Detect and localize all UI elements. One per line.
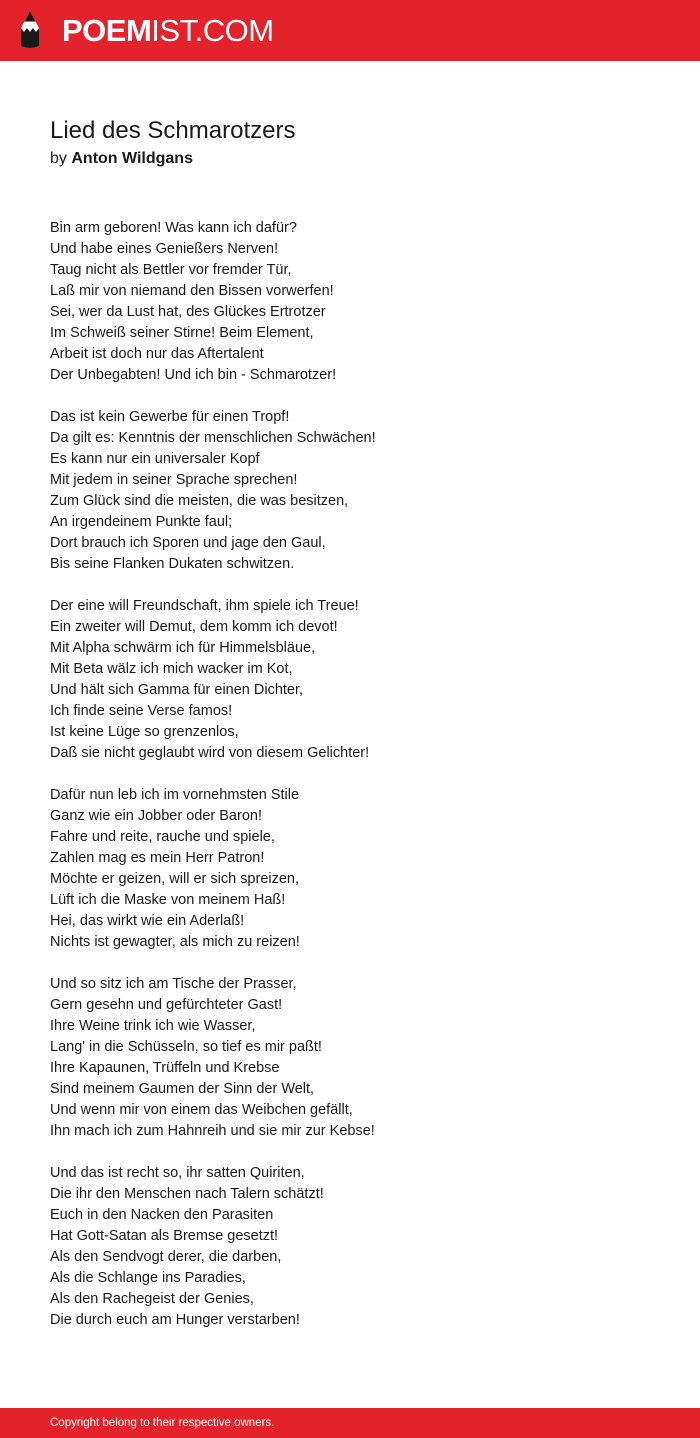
poem-line: Es kann nur ein universaler Kopf bbox=[50, 451, 260, 467]
poem-line: Lüft ich die Maske von meinem Haß! bbox=[50, 892, 286, 908]
poem-line: Ist keine Lüge so grenzenlos, bbox=[50, 724, 239, 740]
author-name: Anton Wildgans bbox=[71, 150, 193, 167]
copyright-notice: Copyright belong to their respective owners. bbox=[50, 1417, 275, 1429]
poem-line: Taug nicht als Bettler vor fremder Tür, bbox=[50, 262, 292, 278]
poem-line: Nichts ist gewagter, als mich zu reizen! bbox=[50, 934, 300, 950]
poem-line: Euch in den Nacken den Parasiten bbox=[50, 1207, 274, 1223]
poem-line: Sei, wer da Lust hat, des Glückes Ertrotzer bbox=[50, 304, 326, 320]
poem-line: Und das ist recht so, ihr satten Quiriten, bbox=[50, 1165, 305, 1181]
stanza bbox=[50, 407, 670, 575]
poem-line: Hat Gott-Satan als Bremse gesetzt! bbox=[50, 1228, 279, 1244]
pencil-tip-icon[interactable] bbox=[18, 10, 42, 50]
poem-line: An irgendeinem Punkte faul; bbox=[50, 514, 233, 530]
poem-line: Der Unbegabten! Und ich bin - Schmarotzer! bbox=[50, 367, 337, 383]
stanza bbox=[50, 1163, 670, 1331]
poem-title: Lied des Schmarotzers bbox=[50, 117, 296, 144]
poem-line: Dort brauch ich Sporen und jage den Gaul, bbox=[50, 535, 326, 551]
poem-line: Sind meinem Gaumen der Sinn der Welt, bbox=[50, 1081, 315, 1097]
poem-body bbox=[50, 218, 670, 1352]
poem-line: Der eine will Freundschaft, ihm spiele ich Treue! bbox=[50, 598, 359, 614]
poem-line: Mit jedem in seiner Sprache sprechen! bbox=[50, 472, 298, 488]
site-header bbox=[0, 0, 700, 61]
poem-line: Lang' in die Schüsseln, so tief es mir paßt! bbox=[50, 1039, 322, 1055]
poem-line: Arbeit ist doch nur das Aftertalent bbox=[50, 346, 264, 362]
by-label: by bbox=[50, 150, 67, 167]
poem-line: Die durch euch am Hunger verstarben! bbox=[50, 1312, 300, 1328]
poem-line: Dafür nun leb ich im vornehmsten Stile bbox=[50, 787, 300, 803]
poem-line: Ein zweiter will Demut, dem komm ich devot! bbox=[50, 619, 338, 635]
stanza bbox=[50, 218, 670, 386]
poem-line: Bin arm geboren! Was kann ich dafür? bbox=[50, 220, 297, 236]
byline bbox=[50, 148, 193, 170]
poem-line: Laß mir von niemand den Bissen vorwerfen! bbox=[50, 283, 334, 299]
site-logo[interactable] bbox=[62, 13, 274, 49]
poem-line: Ihre Kapaunen, Trüffeln und Krebse bbox=[50, 1060, 280, 1076]
poem-line: Daß sie nicht geglaubt wird von diesem Gelichter! bbox=[50, 745, 370, 761]
poem-line: Möchte er geizen, will er sich spreizen, bbox=[50, 871, 300, 887]
poem-line: Ihn mach ich zum Hahnreih und sie mir zur Kebse! bbox=[50, 1123, 375, 1139]
stanza bbox=[50, 596, 670, 764]
stanza bbox=[50, 974, 670, 1142]
logo-text-light: IST.COM bbox=[151, 13, 274, 48]
poem-line: Als den Rachegeist der Genies, bbox=[50, 1291, 254, 1307]
poem-line: Als den Sendvogt derer, die darben, bbox=[50, 1249, 282, 1265]
poem-line: Ich finde seine Verse famos! bbox=[50, 703, 233, 719]
poem-line: Da gilt es: Kenntnis der menschlichen Schwächen! bbox=[50, 430, 376, 446]
poem-line: Und wenn mir von einem das Weibchen gefällt, bbox=[50, 1102, 353, 1118]
poem-line: Ganz wie ein Jobber oder Baron! bbox=[50, 808, 262, 824]
poem-line: Ihre Weine trink ich wie Wasser, bbox=[50, 1018, 256, 1034]
poem-line: Als die Schlange ins Paradies, bbox=[50, 1270, 246, 1286]
poem-line: Die ihr den Menschen nach Talern schätzt! bbox=[50, 1186, 324, 1202]
poem-line: Das ist kein Gewerbe für einen Tropf! bbox=[50, 409, 290, 425]
poem-line: Gern gesehn und gefürchteter Gast! bbox=[50, 997, 283, 1013]
poem-line: Fahre und reite, rauche und spiele, bbox=[50, 829, 275, 845]
poem-line: Und hält sich Gamma für einen Dichter, bbox=[50, 682, 304, 698]
stanza bbox=[50, 785, 670, 953]
poem-line: Im Schweiß seiner Stirne! Beim Element, bbox=[50, 325, 314, 341]
poem-line: Mit Beta wälz ich mich wacker im Kot, bbox=[50, 661, 293, 677]
poem-line: Und so sitz ich am Tische der Prasser, bbox=[50, 976, 297, 992]
poem-line: Und habe eines Genießers Nerven! bbox=[50, 241, 279, 257]
poem-line: Zum Glück sind die meisten, die was besitzen, bbox=[50, 493, 349, 509]
poem-line: Mit Alpha schwärm ich für Himmelsbläue, bbox=[50, 640, 316, 656]
logo-text-bold: POEM bbox=[62, 13, 152, 48]
poem-line: Bis seine Flanken Dukaten schwitzen. bbox=[50, 556, 295, 572]
poem-line: Zahlen mag es mein Herr Patron! bbox=[50, 850, 265, 866]
site-footer bbox=[0, 1408, 700, 1438]
poem-line: Hei, das wirkt wie ein Aderlaß! bbox=[50, 913, 245, 929]
